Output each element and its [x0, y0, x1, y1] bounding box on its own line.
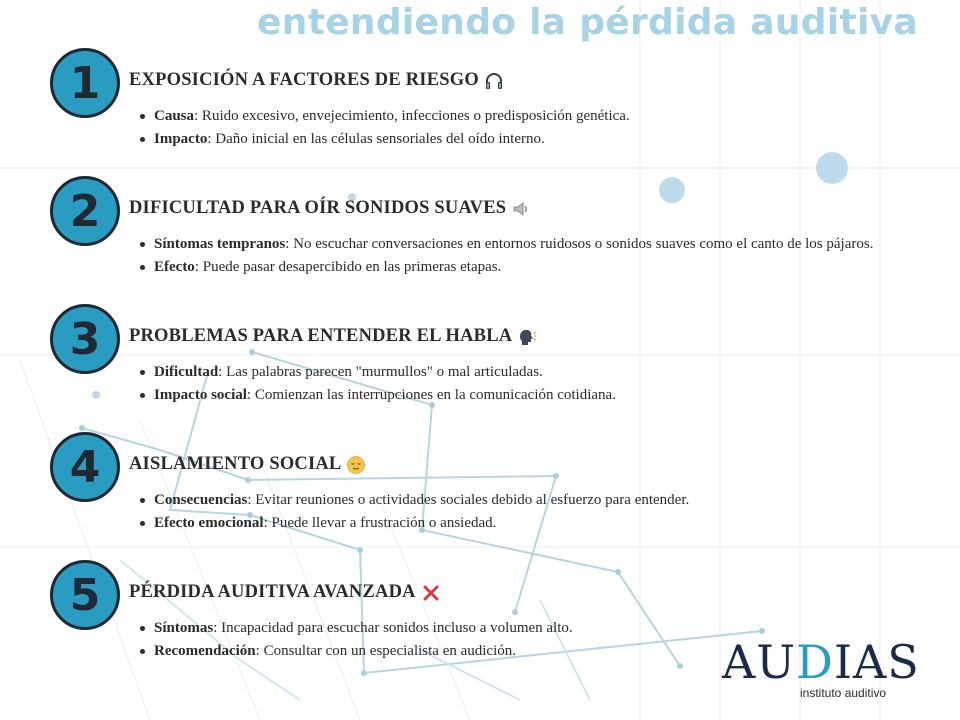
list-item	[154, 256, 873, 279]
brand-logo	[722, 635, 932, 708]
step-title	[129, 70, 504, 91]
point-text: : Puede llevar a frustración o ansiedad.	[263, 515, 497, 531]
speaker-low-volume-icon	[511, 199, 531, 219]
step-3	[50, 304, 940, 403]
point-text: : Las palabras parecen "murmullos" o mal articuladas.	[218, 364, 543, 380]
logo-tagline: instituto auditivo	[800, 686, 887, 700]
logo-wordmark-start: AU	[722, 635, 796, 689]
step-1	[50, 48, 940, 147]
point-text: : Puede pasar desapercibido en las primeras etapas.	[194, 259, 502, 275]
point-label: Consecuencias	[154, 492, 248, 508]
list-item	[154, 128, 630, 151]
point-text: : Consultar con un especialista en audición.	[255, 643, 517, 659]
list-item	[154, 489, 689, 512]
list-item	[154, 105, 630, 128]
list-item	[154, 617, 573, 640]
point-label: Efecto	[154, 259, 195, 275]
step-title	[129, 326, 537, 347]
point-label: Dificultad	[154, 364, 219, 380]
step-points	[154, 617, 573, 663]
point-text: : Incapacidad para escuchar sonidos incluso a volumen alto.	[213, 620, 573, 636]
list-item	[154, 384, 616, 407]
step-title-text: PROBLEMAS PARA ENTENDER EL HABLA	[129, 326, 513, 346]
step-title	[129, 582, 441, 603]
list-item	[154, 640, 573, 663]
point-label: Síntomas	[154, 620, 214, 636]
point-text: : Ruido excesivo, envejecimiento, infecciones o predisposición genética.	[194, 108, 630, 124]
logo-wordmark-end: IAS	[833, 635, 920, 689]
step-title	[129, 454, 366, 475]
point-label: Impacto	[154, 131, 208, 147]
headphones-icon	[484, 71, 504, 91]
step-points	[154, 361, 616, 407]
step-points	[154, 489, 689, 535]
step-points	[154, 105, 630, 151]
step-4	[50, 432, 940, 531]
step-title-text: AISLAMIENTO SOCIAL	[129, 454, 342, 474]
page-title: entendiendo la pérdida auditiva	[257, 2, 918, 43]
point-text: : Evitar reuniones o actividades sociales debido al esfuerzo para entender.	[247, 492, 690, 508]
step-title	[129, 198, 531, 219]
logo-wordmark	[722, 635, 920, 689]
list-item	[154, 512, 689, 535]
relieved-face-icon	[346, 455, 366, 475]
logo-wordmark-accent: D	[796, 635, 834, 689]
point-text: : Daño inicial en las células sensoriales del oído interno.	[207, 131, 545, 147]
point-label: Causa	[154, 108, 195, 124]
step-number-badge: 4	[50, 432, 120, 502]
list-item	[154, 233, 873, 256]
point-label: Recomendación	[154, 643, 256, 659]
step-number-badge: 3	[50, 304, 120, 374]
step-number-badge: 2	[50, 176, 120, 246]
speaking-head-icon	[517, 327, 537, 347]
step-number-badge: 5	[50, 560, 120, 630]
step-points	[154, 233, 873, 279]
point-text: : No escuchar conversaciones en entornos ruidosos o sonidos suaves como el canto de los pájaros.	[285, 236, 874, 252]
point-label: Síntomas tempranos	[154, 236, 286, 252]
point-label: Impacto social	[154, 387, 247, 403]
step-title-text: DIFICULTAD PARA OÍR SONIDOS SUAVES	[129, 198, 507, 218]
step-title-text: EXPOSICIÓN A FACTORES DE RIESGO	[129, 70, 479, 90]
list-item	[154, 361, 616, 384]
step-2	[50, 176, 940, 275]
cross-mark-icon	[421, 583, 441, 603]
point-text: : Comienzan las interrupciones en la comunicación cotidiana.	[246, 387, 616, 403]
step-number-badge: 1	[50, 48, 120, 118]
step-title-text: PÉRDIDA AUDITIVA AVANZADA	[129, 582, 416, 602]
point-label: Efecto emocional	[154, 515, 264, 531]
